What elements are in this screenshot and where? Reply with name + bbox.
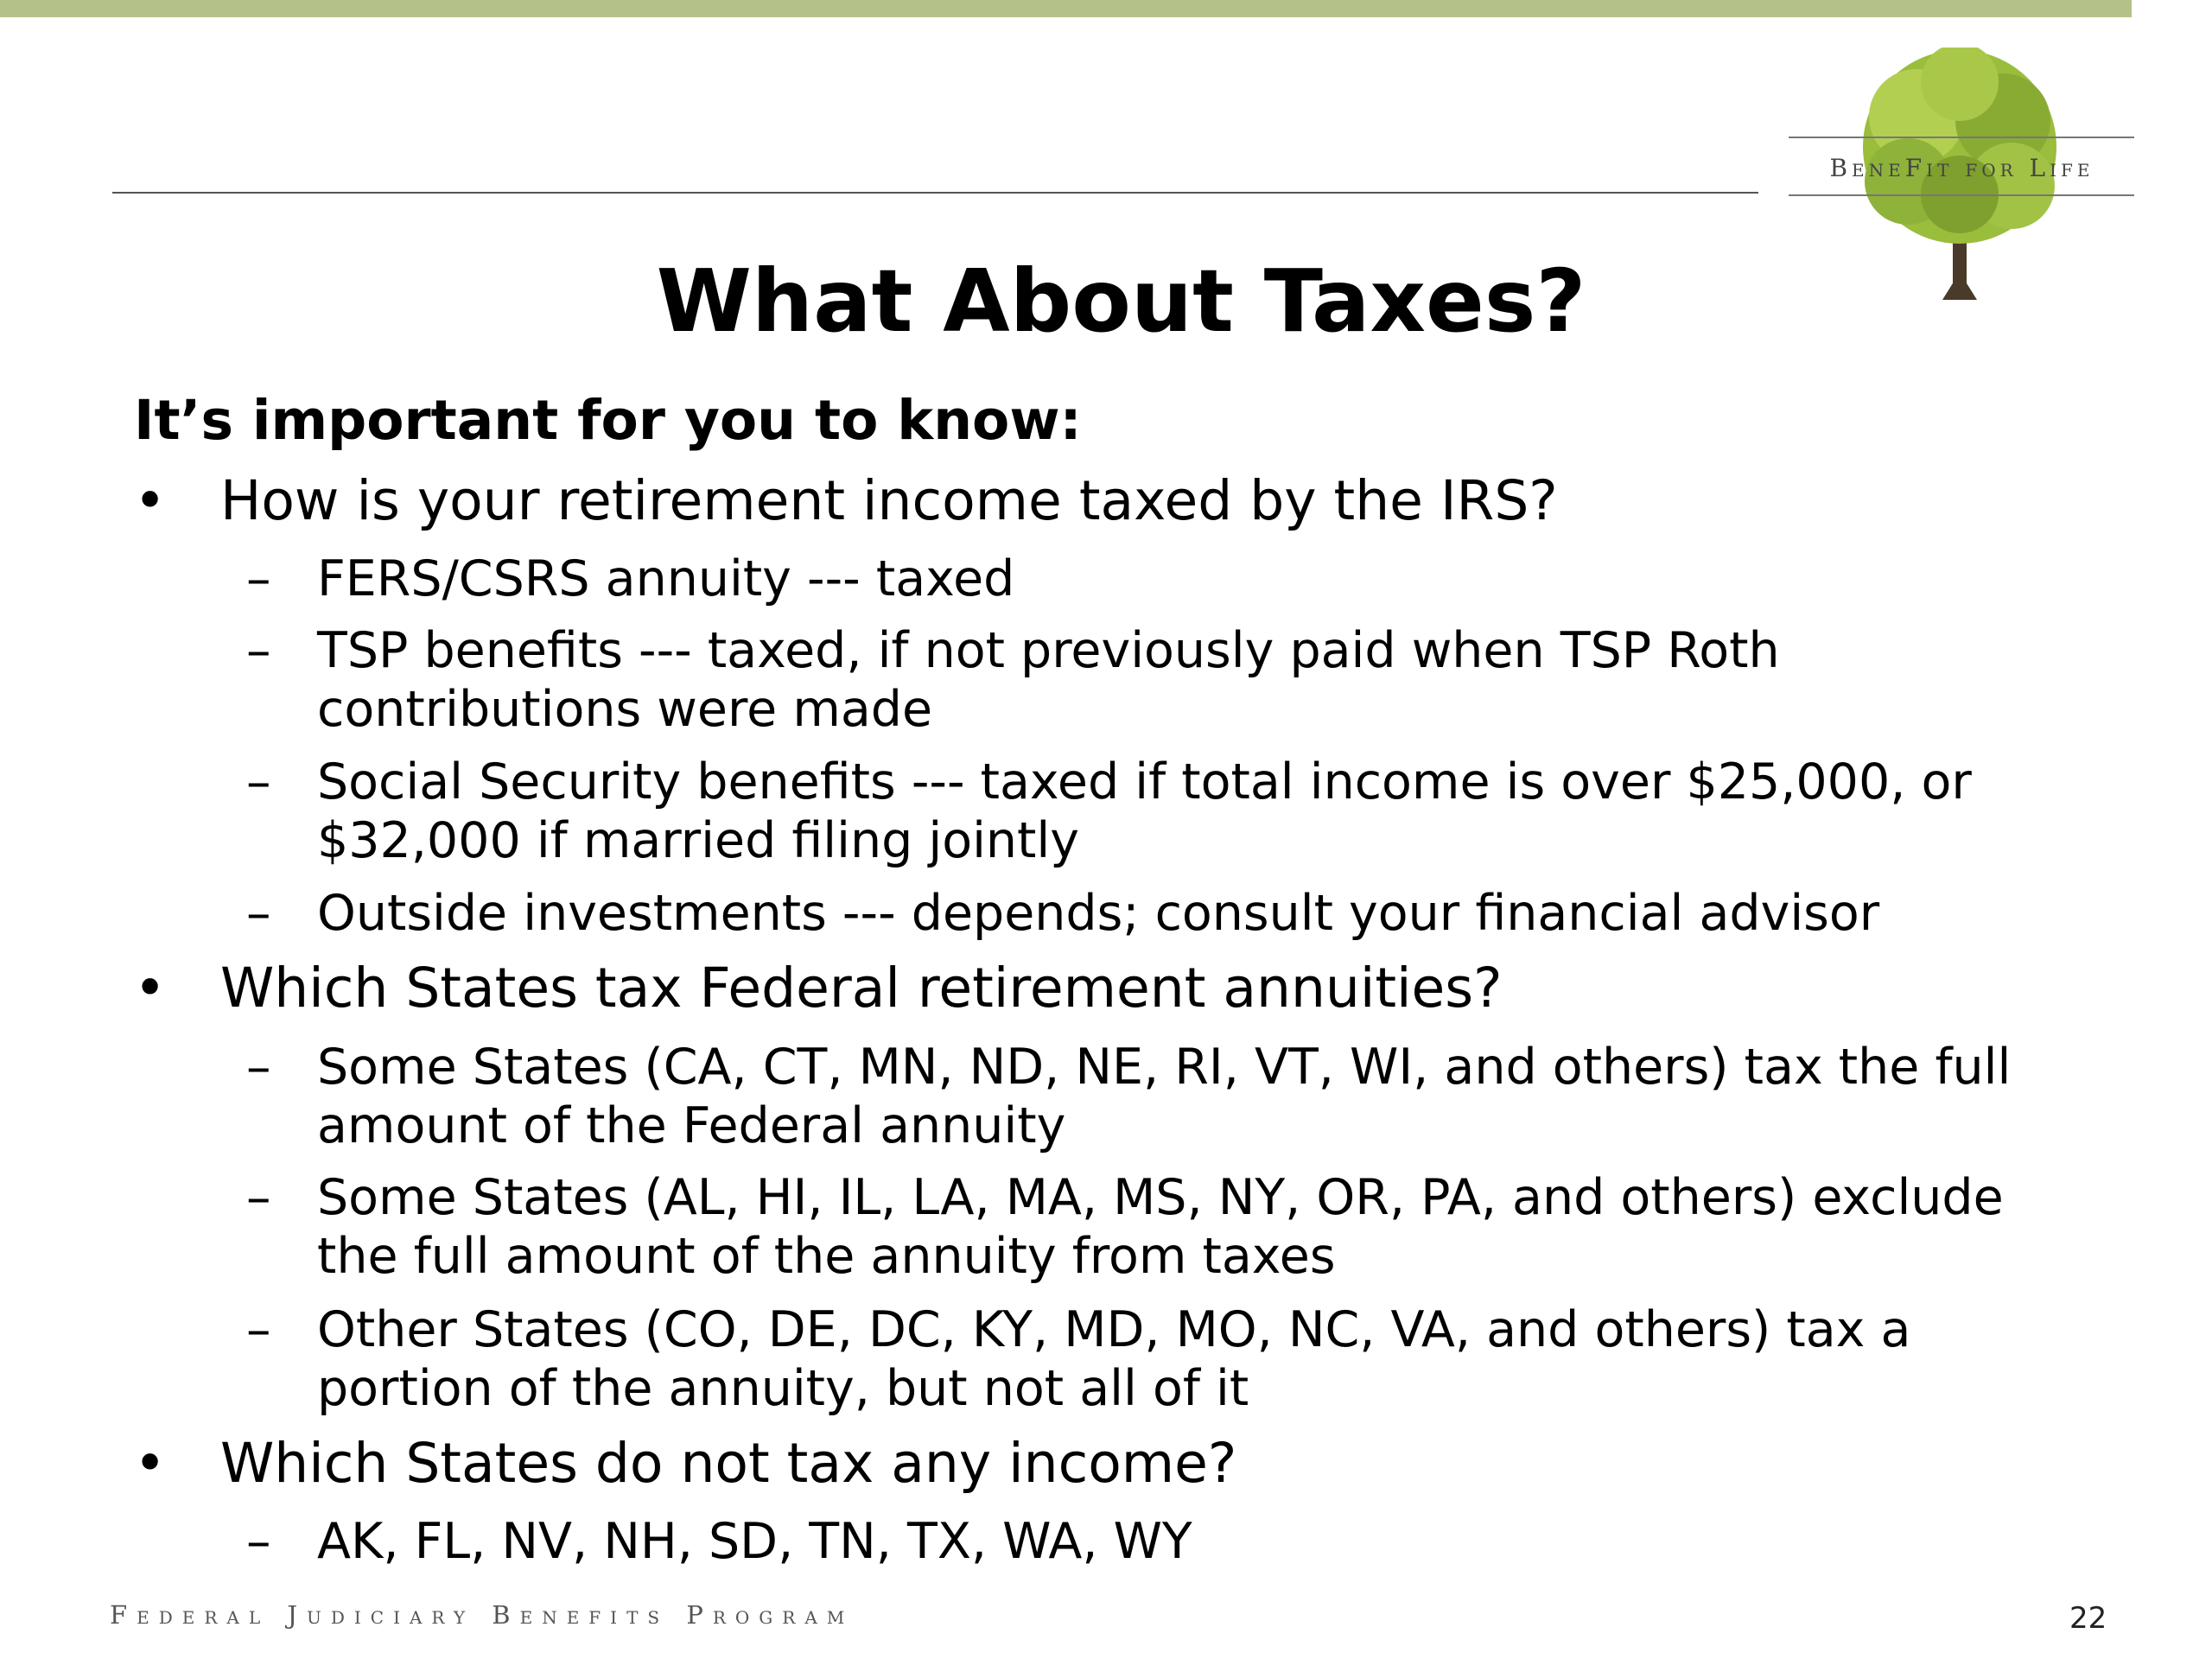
logo-text: BeneFit for Life [1829, 154, 2094, 182]
sub-text-line: Some States (AL, HI, IL, LA, MA, MS, NY, OR, PA, and others) exclude [317, 1169, 2004, 1226]
sub-text-line: the full amount of the annuity from taxes [317, 1228, 1336, 1285]
sub-text-line: FERS/CSRS annuity --- taxed [317, 550, 1015, 607]
sub-marker: – [246, 1039, 271, 1096]
sub-marker: – [246, 1169, 271, 1226]
slide-title: What About Taxes? [656, 251, 1586, 352]
bullet-marker: • [134, 1432, 167, 1495]
sub-text-line: TSP benefits --- taxed, if not previously paid when TSP Roth [317, 622, 1780, 679]
logo-rule-bottom [1789, 194, 2134, 196]
sub-marker: – [246, 1301, 271, 1358]
sub-text-line: Some States (CA, CT, MN, ND, NE, RI, VT, WI, and others) tax the full [317, 1039, 2012, 1096]
bullet-marker: • [134, 957, 167, 1020]
sub-text-line: contributions were made [317, 681, 933, 738]
sub-text-line: $32,000 if married filing jointly [317, 812, 1079, 869]
sub-marker: – [246, 1513, 271, 1570]
bullet-marker: • [134, 469, 167, 532]
footer-program-name: Federal Judiciary Benefits Program [110, 1600, 855, 1630]
intro-text: It’s important for you to know: [134, 389, 1082, 452]
header-rule [112, 192, 1758, 194]
sub-text-line: Other States (CO, DE, DC, KY, MD, MO, NC, VA, and others) tax a [317, 1301, 1911, 1358]
sub-marker: – [246, 885, 271, 942]
top-accent-bar [0, 0, 2132, 17]
page-number: 22 [2069, 1601, 2107, 1636]
sub-text-line: Outside investments --- depends; consult your financial advisor [317, 885, 1880, 942]
bullet-text: Which States do not tax any income? [220, 1432, 1237, 1495]
sub-marker: – [246, 622, 271, 679]
sub-marker: – [246, 753, 271, 810]
sub-text-line: portion of the annuity, but not all of it [317, 1360, 1249, 1417]
sub-text-line: Social Security benefits --- taxed if total income is over $25,000, or [317, 753, 1972, 810]
sub-text-line: amount of the Federal annuity [317, 1097, 1066, 1154]
bullet-text: Which States tax Federal retirement annuities? [220, 957, 1503, 1020]
bullet-text: How is your retirement income taxed by the IRS? [220, 469, 1558, 532]
sub-text-line: AK, FL, NV, NH, SD, TN, TX, WA, WY [317, 1513, 1192, 1570]
logo-rule-top [1789, 137, 2134, 138]
sub-marker: – [246, 550, 271, 607]
